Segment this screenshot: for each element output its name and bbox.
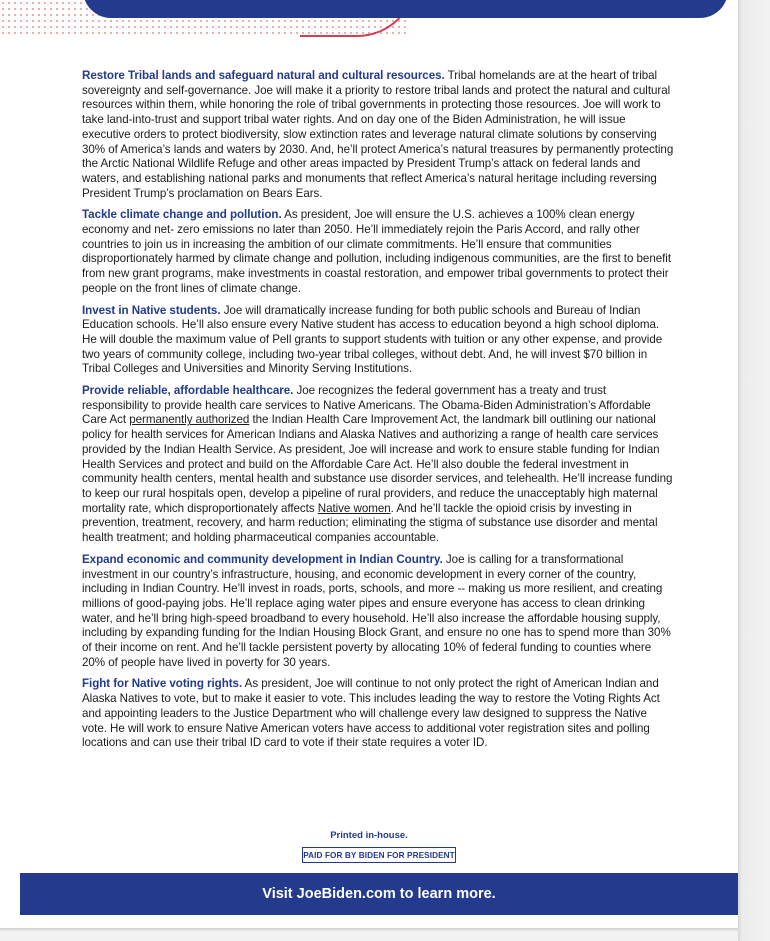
section-students [82, 304, 674, 378]
top-banner [83, 0, 728, 18]
section-body: As president, Joe will ensure the U.S. achieves a 100% clean energy economy and net- zero emissions no later than 2050. He’ll immediately rejoin the Paris Accord, and rally other countries to join us in increasing the ambition of our climate commitments. He’ll ensure that communities disproportionately harmed by climate change and pollution, including indigenous communities, are the first to benefit from new grant programs, make investments in coastal restoration, and empower tribal governments to protect their people on the front lines of climate change. [82, 208, 671, 295]
section-climate [82, 208, 674, 296]
section-heading: Provide reliable, affordable healthcare. [82, 384, 294, 398]
footer-cta-text[interactable]: Visit JoeBiden.com to learn more. [262, 886, 496, 902]
link-native-women[interactable]: Native women [317, 501, 391, 515]
section-heading: Fight for Native voting rights. [82, 677, 243, 691]
section-healthcare [82, 384, 674, 546]
section-body-post: . And he’ll tackle the opioid crisis by investing in prevention, treatment, recovery, and harm reduction; eliminating the stigma of substance use disorder and mental health treatment; and holding pharmaceutical companies accountable. [82, 501, 658, 545]
section-body-pre: Joe recognizes the federal government has a treaty and trust responsibility to provide health care services to Native Americans. The Obama-Biden Administration’s Affordable Care Act [82, 384, 651, 427]
section-economic [82, 553, 674, 671]
policy-content [82, 69, 674, 758]
paid-for-disclaimer: PAID FOR BY BIDEN FOR PRESIDENT [302, 847, 456, 863]
section-heading: Expand economic and community development in Indian Country. [82, 552, 443, 566]
section-heading: Tackle climate change and pollution. [82, 208, 282, 222]
section-heading: Invest in Native students. [82, 303, 221, 317]
section-body: Tribal homelands are at the heart of tribal sovereignty and self-governance. Joe will make it a priority to restore tribal lands and protect the natural and cultural resources within them, while honoring the role of tribal governments in protecting those resources. Joe will work to take land-into-trust and support tribal water rights. And on day one of the Biden Administration, he will issue executive orders to protect biodiversity, slow extinction rates and leverage natural climate solutions by conserving 30% of America’s lands and waters by 2030. And, he’ll protect America’s natural treasures by permanently protecting the Arctic National Wildlife Refuge and other areas impacted by President Trump’s attack on federal lands and waters, and establishing national parks and monuments that reflect America’s natural heritage including reversing President Trump’s proclamation on Bears Ears. [82, 69, 674, 200]
section-tribal-lands [82, 69, 674, 201]
section-body: As president, Joe will continue to not only protect the right of American Indian and Alaska Natives to vote, but to make it easier to vote. This includes leading the way to restore the Voting Rights Act and appointing leaders to the Justice Department who will challenge every law designed to suppress the Native vote. He will work to ensure Native American voters have access to additional voter registration sites and polling locations and can use their tribal ID card to vote if their state requires a voter ID. [82, 677, 660, 750]
section-body: Joe will dramatically increase funding for both public schools and Bureau of Indian Education schools. He’ll also ensure every Native student has access to education beyond a high school diploma. He will double the maximum value of Pell grants to support students with tuition or any other expense, and provide two years of community college, including two-year tribal colleges, without debt. And, he will invest $70 billion in Tribal Colleges and Universities and Minority Serving Institutions. [82, 303, 663, 376]
section-body-mid: the Indian Health Care Improvement Act, the landmark bill outlining our national policy for health services for American Indians and Alaska Natives and authorizing a range of health care services provided by the Indian Health Service. As president, Joe will increase and work to ensure stable funding for Indian Health Services and protect and build on the Affordable Care Act. He’ll also double the federal investment in community health centers, mental health and substance use disorder services, and telehealth. He’ll increase funding to keep our rural hospitals open, develop a pipeline of rural providers, and reduce the unacceptably high maternal mortality rate, which disproportionately affects [82, 413, 673, 515]
viewer-background [738, 0, 770, 941]
section-voting [82, 677, 674, 751]
section-body: Joe is calling for a transformational investment in our country’s infrastructure, housing, and economic development in every corner of the country, including in Indian Country. He’ll invest in roads, ports, schools, and more -- making us more resilient, and creating millions of good-paying jobs. He’ll replace aging water pipes and ensure everyone has access to clean drinking water, and he’ll bring high-speed broadband to every household. He’ll also increase the affordable housing supply, including by expanding funding for the Indian Housing Block Grant, and ensure no one has to spend more than 30% of their income on rent. And he’ll tackle persistent poverty by allocating 10% of federal funding to counties where 20% of people have lived in poverty for 30 years. [82, 552, 671, 669]
section-heading: Restore Tribal lands and safeguard natural and cultural resources. [82, 69, 445, 82]
link-permanently-authorized[interactable]: permanently authorized [129, 413, 250, 427]
footer-cta-bar [20, 873, 738, 915]
page-bottom-edge [0, 928, 738, 941]
printed-in-house-note: Printed in-house. [330, 830, 408, 841]
